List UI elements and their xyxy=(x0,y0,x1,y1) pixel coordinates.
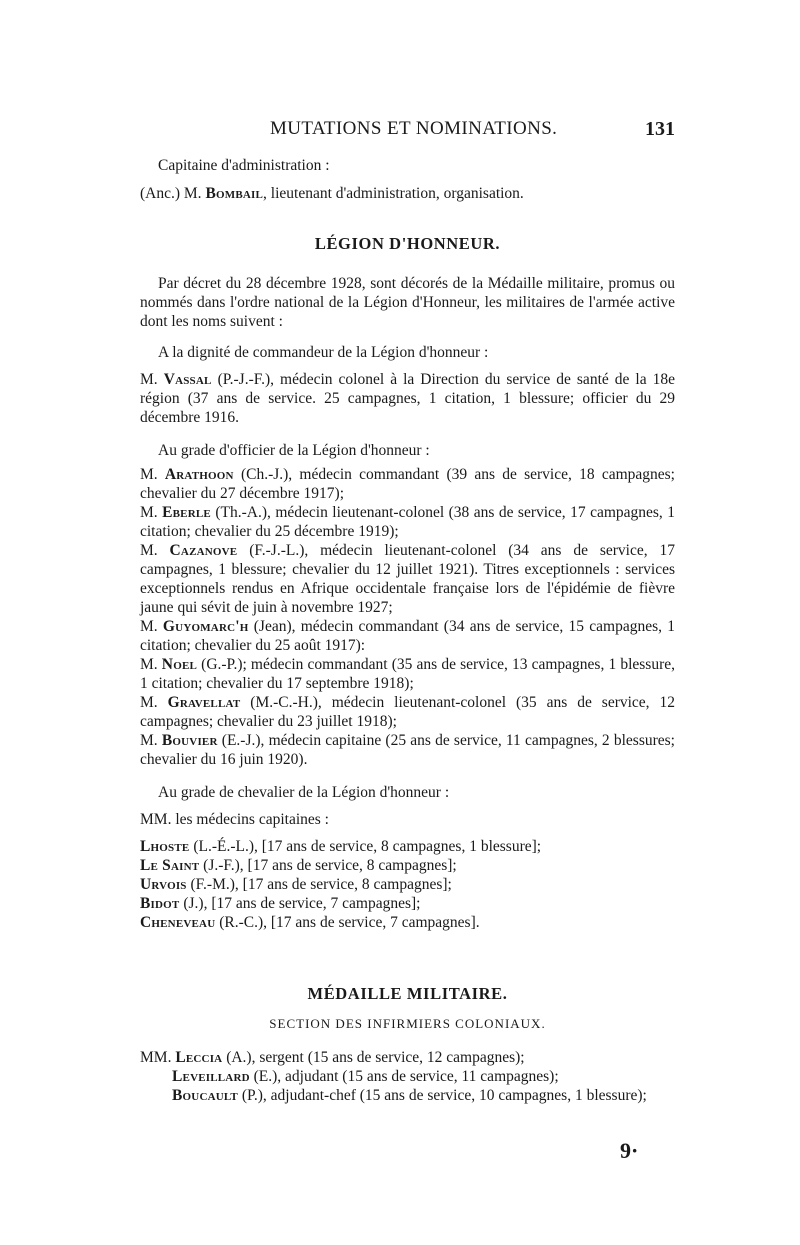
person-name: Bouvier xyxy=(161,732,218,749)
medaille-list xyxy=(140,1048,675,1105)
list-item: M. Arathoon (Ch.-J.), médecin commandant (39 ans de service, 18 campagnes; chevalier du 27 décembre 1917); xyxy=(140,466,675,502)
medaille-heading: MÉDAILLE MILITAIRE. xyxy=(307,984,508,1003)
commandeur-heading: A la dignité de commandeur de la Légion d'honneur : xyxy=(158,344,489,361)
person-name: Eberle xyxy=(162,504,211,521)
list-item: Lhoste (L.-É.-L.), [17 ans de service, 8 campagnes, 1 blessure]; xyxy=(140,838,542,855)
person-name: Gravellat xyxy=(167,694,241,711)
officier-heading: Au grade d'officier de la Légion d'honneur : xyxy=(158,442,430,459)
person-name: Arathoon xyxy=(164,466,234,483)
person-name: Cheneveau xyxy=(140,914,216,931)
list-item: MM. Leccia (A.), sergent (15 ans de service, 12 campagnes); xyxy=(140,1049,525,1066)
list-item: Urvois (F.-M.), [17 ans de service, 8 campagnes]; xyxy=(140,876,452,893)
chevalier-list xyxy=(140,837,675,932)
list-item: Bidot (J.), [17 ans de service, 7 campagnes]; xyxy=(140,895,421,912)
person-name: Bidot xyxy=(140,895,180,912)
person-name: Vassal xyxy=(163,371,212,388)
page-number: 131 xyxy=(645,118,675,140)
list-item: Cheneveau (R.-C.), [17 ans de service, 7 campagnes]. xyxy=(140,914,480,931)
list-item: M. Bouvier (E.-J.), médecin capitaine (25 ans de service, 11 campagnes, 2 blessures; chevalier du 16 juin 1920). xyxy=(140,732,675,768)
officier-list xyxy=(140,465,675,769)
chevalier-subheading: MM. les médecins capitaines : xyxy=(140,811,329,828)
person-name: Noel xyxy=(161,656,198,673)
list-item: Boucault (P.), adjudant-chef (15 ans de service, 10 campagnes, 1 blessure); xyxy=(172,1087,647,1104)
list-item: M. Guyomarc'h (Jean), médecin commandant (34 ans de service, 15 campagnes, 1 citation; chevalier du 25 août 1917): xyxy=(140,618,675,654)
person-name: Lhoste xyxy=(140,838,190,855)
legion-heading: LÉGION D'HONNEUR. xyxy=(314,234,501,253)
person-name: Bombail xyxy=(205,185,264,202)
list-item: M. Eberle (Th.-A.), médecin lieutenant-colonel (38 ans de service, 17 campagnes, 1 citation; chevalier du 25 décembre 1919); xyxy=(140,504,675,540)
list-item: M. Cazanove (F.-J.-L.), médecin lieutenant-colonel (34 ans de service, 17 campagnes, 1 blessure; chevalier du 12 juillet 1921). Titres exceptionnels : services exceptionnels rendus en Afrique occidentale française lors de l'épidémie de fièvre jaune qui sévit de juin à novembre 1927; xyxy=(140,542,675,616)
person-name: Guyomarc'h xyxy=(162,618,249,635)
person-name: Urvois xyxy=(140,876,187,893)
chevalier-heading: Au grade de chevalier de la Légion d'honneur : xyxy=(158,784,450,801)
admin-heading: Capitaine d'administration : xyxy=(158,157,330,174)
medaille-section-heading: SECTION DES INFIRMIERS COLONIAUX. xyxy=(269,1016,546,1031)
admin-entry: (Anc.) M. Bombail, lieutenant d'administration, organisation. xyxy=(140,185,524,202)
person-name: Boucault xyxy=(172,1087,238,1104)
running-title: MUTATIONS ET NOMINATIONS. xyxy=(270,118,558,139)
legion-intro: Par décret du 28 décembre 1928, sont décorés de la Médaille militaire, promus ou nommés dans l'ordre national de la Légion d'Honneur, les militaires de l'armée active dont les noms suivent : xyxy=(140,275,675,330)
commandeur-entry: M. Vassal (P.-J.-F.), médecin colonel à la Direction du service de santé de la 18e région (37 ans de service. 25 campagnes, 1 citation, 1 blessure; officier du 29 décembre 1916. xyxy=(140,371,675,426)
person-name: Cazanove xyxy=(169,542,238,559)
legion-section xyxy=(140,274,675,932)
list-item: Le Saint (J.-F.), [17 ans de service, 8 campagnes]; xyxy=(140,857,457,874)
signature-mark: 9· xyxy=(620,1138,639,1163)
list-item: M. Noel (G.-P.); médecin commandant (35 ans de service, 13 campagnes, 1 blessure, 1 citation; chevalier du 17 septembre 1918); xyxy=(140,656,675,692)
admin-section xyxy=(140,156,675,203)
list-item: Leveillard (E.), adjudant (15 ans de service, 11 campagnes); xyxy=(172,1068,559,1085)
page-header xyxy=(140,118,675,146)
person-name: Leccia xyxy=(175,1049,223,1066)
list-item: M. Gravellat (M.-C.-H.), médecin lieutenant-colonel (35 ans de service, 12 campagnes; chevalier du 23 juillet 1918); xyxy=(140,694,675,730)
person-name: Leveillard xyxy=(172,1068,250,1085)
person-name: Le Saint xyxy=(140,857,200,874)
